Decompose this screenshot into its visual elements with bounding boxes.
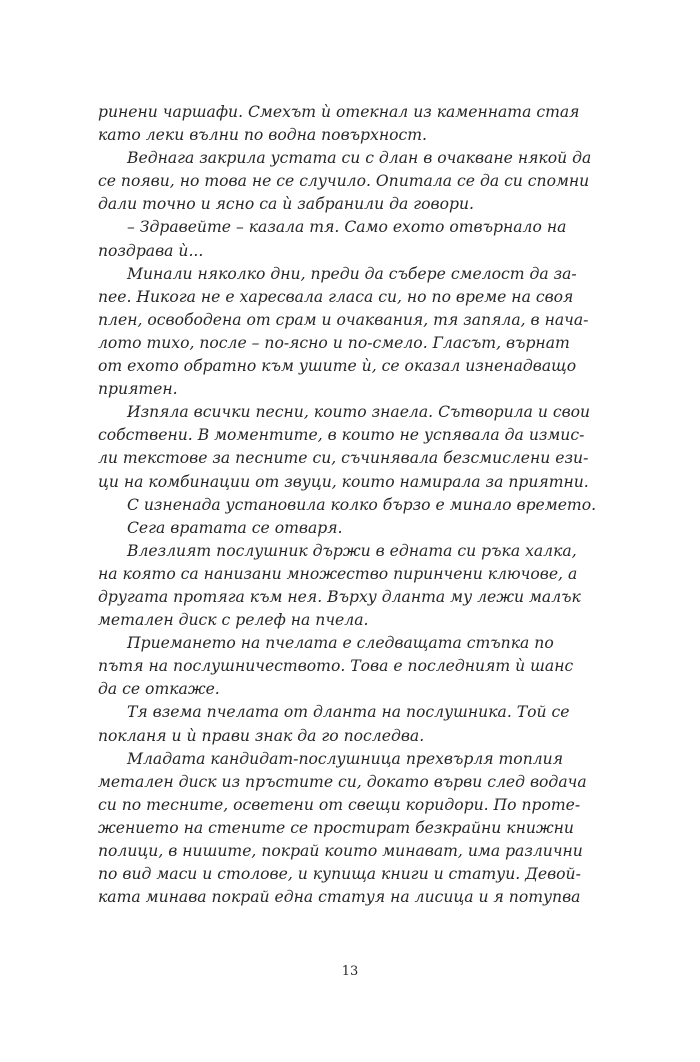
text-line: поздрава ѝ...: [98, 241, 204, 260]
text-line: С изненада установила колко бързо е минало времето.: [127, 495, 597, 514]
text-line: ринени чаршафи. Смехът ѝ отекнал из каменната стая: [98, 103, 580, 121]
text-line: метален диск из пръстите си, докато върви след водача: [98, 772, 587, 791]
text-line: от ехото обратно към ушите ѝ, се оказал изненадващо: [98, 357, 577, 376]
text-line: полици, в нишите, покрай които минават, има различни: [98, 842, 583, 860]
text-line: лото тихо, после – по-ясно и по-смело. Гласът, върнат: [98, 333, 570, 352]
text-line: Тя взема пчелата от дланта на послушника. Той се: [127, 703, 570, 722]
text-line: приятен.: [98, 380, 178, 399]
text-line: собствени. В моментите, в които не успявала да измис-: [98, 426, 585, 445]
text-line: Влезлият послушник държи в едната си ръка халка,: [127, 541, 577, 560]
text-line: плен, освободена от срам и очаквания, тя запяла, в нача-: [98, 310, 589, 329]
text-line: Минали няколко дни, преди да събере смелост да за-: [127, 264, 577, 283]
text-line: другата протяга към нея. Върху дланта му лежи малък: [98, 587, 581, 606]
text-line: покланя и ѝ прави знак да го последва.: [98, 726, 425, 745]
text-line: метален диск с релеф на пчела.: [98, 611, 369, 630]
text-line: Веднага закрила устата си с длан в очакване някой да: [127, 149, 592, 168]
text-line: по вид маси и столове, и купища книги и статуи. Девой-: [98, 865, 581, 884]
page-number: 13: [341, 964, 359, 979]
text-line: на която са нанизани множество пиринчени ключове, а: [98, 564, 578, 583]
text-line: Приемането на пчелата е следващата стъпка по: [127, 634, 554, 653]
text-line: ли текстове за песните си, съчинявала безсмислени ези-: [98, 449, 589, 468]
text-line: ката минава покрай една статуя на лисица и я потупва: [98, 888, 581, 907]
text-line: като леки вълни по водна повърхност.: [98, 126, 427, 145]
text-line: Младата кандидат-послушница прехвърля топлия: [127, 749, 564, 768]
text-line: Сега вратата се отваря.: [127, 518, 343, 537]
text-line: ци на комбинации от звуци, които намирала за приятни.: [98, 472, 589, 491]
body-text: [98, 101, 598, 909]
text-line: жението на стените се простират безкрайни книжни: [98, 818, 574, 837]
text-line: да се откаже.: [98, 680, 220, 699]
text-line: Изпяла всички песни, които знаела. Сътворила и свои: [127, 403, 591, 422]
text-line: пътя на послушничеството. Това е последният ѝ шанс: [98, 657, 574, 676]
text-line: пее. Никога не е харесвала гласа си, но по време на своя: [98, 287, 574, 306]
text-line: – Здравейте – казала тя. Само ехото отвърнало на: [127, 218, 567, 237]
text-line: си по тесните, осветени от свещи коридори. По проте-: [98, 795, 581, 814]
text-line: дали точно и ясно са ѝ забранили да говори.: [98, 195, 474, 214]
text-line: се появи, но това не се случило. Опитала се да си спомни: [98, 172, 590, 191]
